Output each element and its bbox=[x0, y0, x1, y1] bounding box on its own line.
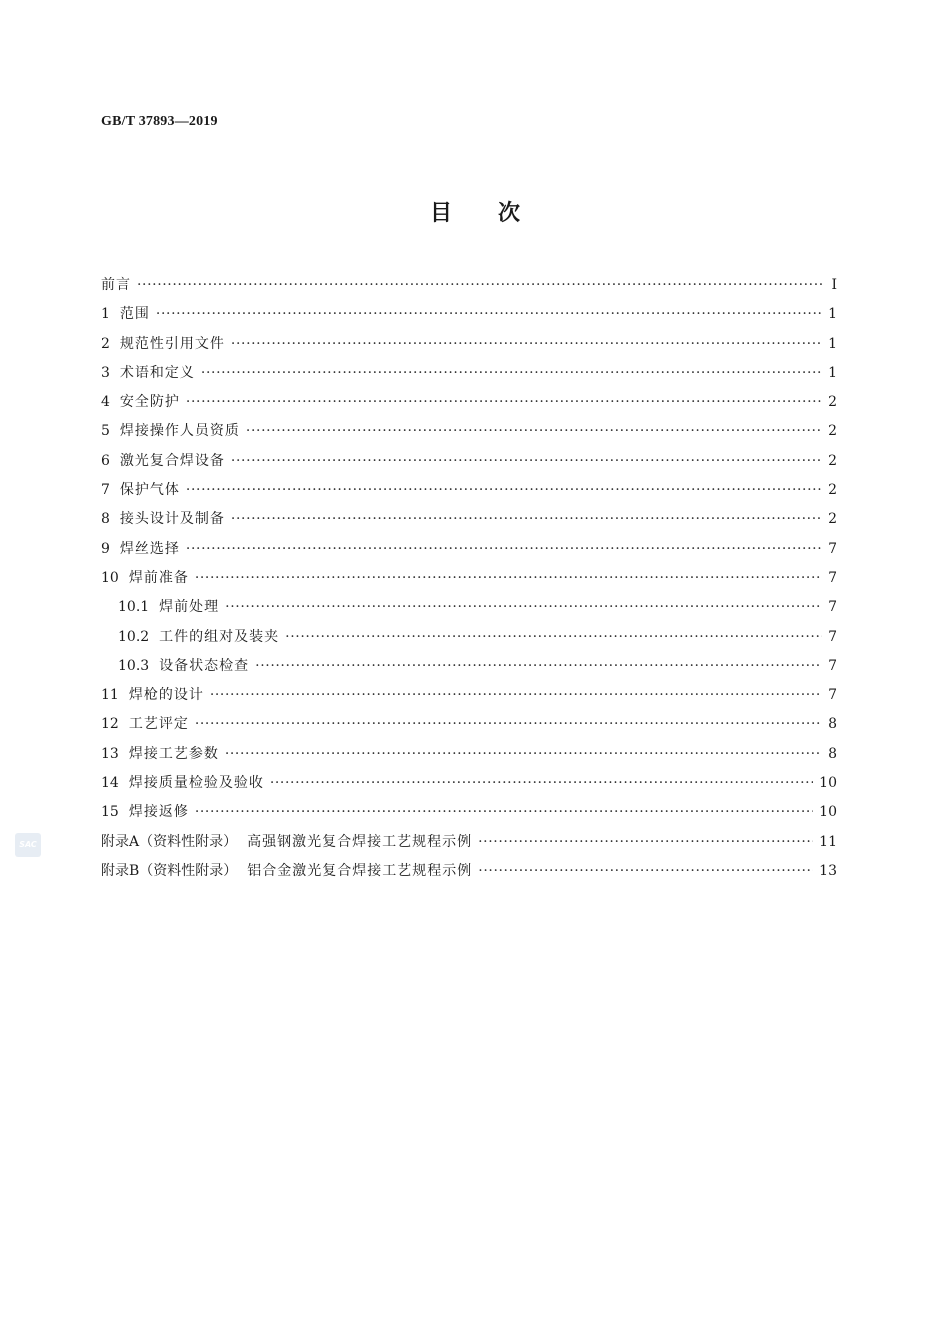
toc-entry-number: 5 bbox=[101, 423, 110, 440]
sac-watermark-logo bbox=[15, 833, 41, 857]
toc-entry-page: 7 bbox=[828, 599, 837, 616]
toc-dot-leader bbox=[201, 359, 822, 388]
toc-entry-title: 焊接质量检验及验收 bbox=[128, 775, 264, 792]
toc-entry[interactable] bbox=[101, 388, 837, 417]
toc-entry-number: 11 bbox=[101, 687, 119, 704]
toc-entry-title: 规范性引用文件 bbox=[119, 335, 225, 352]
toc-entry[interactable] bbox=[101, 417, 837, 446]
toc-entry-page: 8 bbox=[828, 745, 837, 762]
toc-entry[interactable] bbox=[101, 652, 837, 681]
toc-dot-leader bbox=[225, 593, 822, 622]
toc-entry-page: 2 bbox=[828, 423, 837, 440]
toc-entry[interactable] bbox=[101, 593, 837, 622]
toc-entry[interactable] bbox=[101, 681, 837, 710]
toc-entry-number: 6 bbox=[101, 452, 110, 469]
toc-entry[interactable] bbox=[101, 740, 837, 769]
toc-dot-leader bbox=[186, 535, 822, 564]
watermark-logo-text: SAC bbox=[19, 840, 37, 849]
toc-entry-page: 7 bbox=[828, 540, 837, 557]
toc-entry-title: 设备状态检查 bbox=[159, 657, 250, 674]
toc-dot-leader bbox=[478, 828, 813, 857]
toc-entry-page: 2 bbox=[828, 394, 837, 411]
toc-entry-title: 高强钢激光复合焊接工艺规程示例 bbox=[247, 833, 473, 850]
toc-dot-leader bbox=[156, 300, 822, 329]
toc-entry-number: 13 bbox=[101, 745, 119, 762]
toc-entry-title: 焊接返修 bbox=[128, 804, 189, 821]
toc-entry-page: 7 bbox=[828, 569, 837, 586]
toc-entry-page: 1 bbox=[828, 306, 837, 323]
toc-entry[interactable] bbox=[101, 710, 837, 739]
toc-entry-number: 4 bbox=[101, 394, 110, 411]
toc-dot-leader bbox=[246, 417, 822, 446]
toc-entry[interactable] bbox=[101, 271, 837, 300]
toc-entry-number: 1 bbox=[101, 306, 110, 323]
toc-entry-number: 10.2 bbox=[118, 628, 150, 645]
toc-entry-title: 范围 bbox=[119, 306, 150, 323]
toc-dot-leader bbox=[195, 798, 813, 827]
toc-entry[interactable] bbox=[101, 623, 837, 652]
toc-entry-title: 焊接操作人员资质 bbox=[119, 423, 240, 440]
toc-entry-number: 10.3 bbox=[118, 657, 150, 674]
toc-entry[interactable] bbox=[101, 505, 837, 534]
toc-entry-page: 2 bbox=[828, 452, 837, 469]
toc-entry-page: 7 bbox=[828, 657, 837, 674]
toc-entry-page: 11 bbox=[819, 833, 837, 850]
toc-entry-title: 安全防护 bbox=[119, 394, 180, 411]
toc-entry-title: 焊丝选择 bbox=[119, 540, 180, 557]
toc-entry-title: 工艺评定 bbox=[128, 716, 189, 733]
toc-dot-leader bbox=[186, 388, 822, 417]
toc-entry-title: 激光复合焊设备 bbox=[119, 452, 225, 469]
toc-entry-title: 焊枪的设计 bbox=[128, 687, 204, 704]
toc-entry-number: 8 bbox=[101, 511, 110, 528]
toc-entry-title: 工件的组对及装夹 bbox=[159, 628, 280, 645]
toc-dot-leader bbox=[186, 476, 822, 505]
toc-entry-number: 10.1 bbox=[118, 599, 150, 616]
toc-entry-title: 接头设计及制备 bbox=[119, 511, 225, 528]
toc-entry-title: 保护气体 bbox=[119, 482, 180, 499]
toc-entry-number: 7 bbox=[101, 482, 110, 499]
toc-entry-number: 3 bbox=[101, 364, 110, 381]
toc-dot-leader bbox=[231, 330, 822, 359]
toc-entry-number: 附录B（资料性附录） bbox=[101, 862, 238, 879]
page-title: 目次 bbox=[429, 201, 566, 226]
toc-entry-page: 2 bbox=[828, 511, 837, 528]
toc-entry-page: 1 bbox=[828, 335, 837, 352]
toc-entry[interactable] bbox=[101, 300, 837, 329]
toc-entry-page: 2 bbox=[828, 482, 837, 499]
toc-dot-leader bbox=[285, 623, 822, 652]
toc-entry-title: 焊前处理 bbox=[159, 599, 220, 616]
toc-dot-leader bbox=[195, 710, 822, 739]
toc-dot-leader bbox=[255, 652, 822, 681]
toc-dot-leader bbox=[137, 271, 823, 300]
toc-entry[interactable] bbox=[101, 769, 837, 798]
toc-entry-title: 术语和定义 bbox=[119, 364, 195, 381]
toc-entry[interactable] bbox=[101, 359, 837, 388]
toc-entry[interactable] bbox=[101, 564, 837, 593]
toc-entry-page: 1 bbox=[828, 364, 837, 381]
toc-entry-title: 焊前准备 bbox=[128, 569, 189, 586]
toc-dot-leader bbox=[231, 505, 822, 534]
toc-entry-number: 9 bbox=[101, 540, 110, 557]
toc-entry-title: 铝合金激光复合焊接工艺规程示例 bbox=[247, 862, 473, 879]
toc-entry-number: 15 bbox=[101, 804, 119, 821]
toc-dot-leader bbox=[210, 681, 822, 710]
toc-dot-leader bbox=[270, 769, 813, 798]
toc-entry-number: 附录A（资料性附录） bbox=[101, 833, 238, 850]
toc-entry-number: 2 bbox=[101, 335, 110, 352]
toc-dot-leader bbox=[195, 564, 822, 593]
toc-entry[interactable] bbox=[101, 535, 837, 564]
toc-entry-number: 14 bbox=[101, 775, 119, 792]
toc-entry-title: 前言 bbox=[101, 277, 131, 293]
toc-entry-page: 13 bbox=[819, 862, 837, 879]
standard-code: GB/T 37893—2019 bbox=[101, 114, 218, 129]
toc-entry[interactable] bbox=[101, 857, 837, 886]
toc-entry-title: 焊接工艺参数 bbox=[128, 745, 219, 762]
toc-dot-leader bbox=[231, 447, 822, 476]
toc-entry-number: 10 bbox=[101, 569, 119, 586]
toc-entry-page: 7 bbox=[828, 687, 837, 704]
table-of-contents bbox=[101, 271, 837, 886]
toc-dot-leader bbox=[478, 857, 813, 886]
toc-entry[interactable] bbox=[101, 330, 837, 359]
toc-entry-page: Ⅰ bbox=[831, 277, 837, 293]
toc-entry[interactable] bbox=[101, 828, 837, 857]
toc-dot-leader bbox=[225, 740, 822, 769]
toc-entry[interactable] bbox=[101, 476, 837, 505]
toc-entry-page: 10 bbox=[819, 775, 837, 792]
toc-entry-page: 8 bbox=[828, 716, 837, 733]
toc-entry[interactable] bbox=[101, 798, 837, 827]
toc-entry-number: 12 bbox=[101, 716, 119, 733]
toc-entry[interactable] bbox=[101, 447, 837, 476]
toc-entry-page: 7 bbox=[828, 628, 837, 645]
toc-entry-page: 10 bbox=[819, 804, 837, 821]
